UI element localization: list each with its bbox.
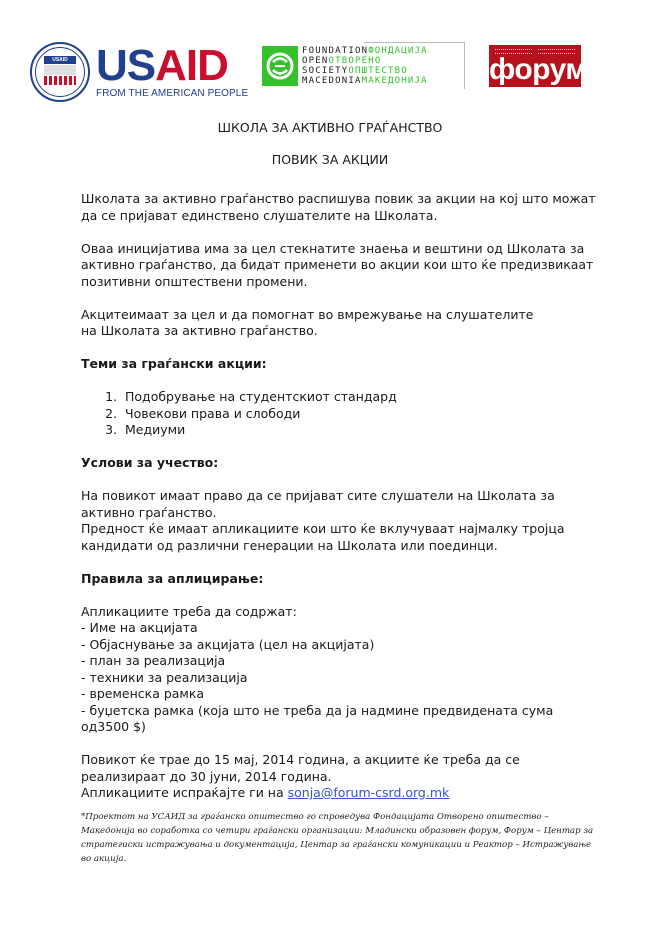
usaid-wordmark [96, 40, 249, 99]
forum-wordmark: форум [489, 53, 588, 86]
usaid-aid: AID [155, 40, 228, 90]
open-society-logo [262, 46, 428, 86]
osf-mk-1: ФОНДАЦИЈА [368, 46, 428, 56]
conditions-paragraph-2: Предност ќе имаат апликациите кои што ќе вклучуваат најмалку тројца кандидати од различни генерации на Школата или поединци. [81, 521, 565, 553]
rules-item: - временска рамка [81, 686, 205, 701]
forum-logo [489, 45, 588, 87]
send-label: Апликациите испраќајте ги на [81, 785, 288, 800]
intro-paragraph-3a: Акцитеимаат за цел и да помогнат во вмрежување на слушателите [81, 306, 534, 322]
topic-item: 3. Медиуми [121, 422, 601, 439]
osf-mk-2: ОТВОРЕНО [328, 56, 382, 66]
open-society-emblem-icon [262, 46, 298, 86]
rules-intro: Апликациите треба да содржат: [81, 603, 297, 619]
topic-item: 1. Подобрување на студентскиот стандард [121, 389, 601, 406]
open-society-text [302, 46, 428, 86]
intro-paragraph-1: Школата за активно граѓанство распишува повик за акции на кој што можат да се пријават единствено слушателите на Школата. [81, 191, 596, 223]
document-subtitle: ПОВИК ЗА АКЦИИ [271, 152, 389, 167]
intro-paragraph-2: Оваа иницијатива има за цел стекнатите знаења и вештини од Школата за активно граѓанство, да бидат применети во акции кои што ќе предизвикаат позитивни општествени промени. [81, 240, 594, 289]
usaid-tagline: FROM THE AMERICAN PEOPLE [96, 87, 249, 99]
handshake-icon [44, 65, 76, 75]
logo-bar [0, 38, 660, 108]
osf-en-4: MACEDONIA [302, 76, 362, 86]
rules-item: - буџетска рамка (која што не треба да ја надмине предвидената сума од3500 $) [81, 702, 554, 734]
osf-mk-4: МАКЕДОНИЈА [361, 76, 428, 86]
conditions-paragraph-1: На повикот имаат право да се пријават сите слушатели на Школата за активно граѓанство. [81, 488, 555, 520]
usaid-logo [30, 42, 248, 102]
conditions-heading: Услови за учество: [81, 455, 219, 470]
osf-en-1: FOUNDATION [302, 46, 369, 56]
deadline-paragraph: Повикот ќе трае до 15 мај, 2014 година, а акциите ќе треба да се реализираат до 30 јуни, 2014 година. [81, 752, 520, 784]
email-link[interactable]: sonja@forum-csrd.org.mk [287, 785, 450, 800]
rules-item: - Име на акцијата [81, 620, 198, 635]
intro-paragraph-3b: на Школата за активно граѓанство. [81, 323, 318, 338]
osf-mk-3: ОПШТЕСТВО [348, 66, 408, 76]
usaid-seal-icon [30, 42, 90, 102]
document-body [81, 191, 601, 802]
topics-list [81, 389, 601, 439]
rules-item: - техники за реализација [81, 669, 248, 685]
document-title: ШКОЛА ЗА АКТИВНО ГРАЃАНСТВО [217, 120, 443, 135]
usaid-seal-label: USAID [44, 56, 76, 64]
topic-item: 2. Човекови права и слободи [121, 406, 601, 423]
rules-item: - план за реализација [81, 653, 226, 668]
osf-en-2: OPEN [302, 56, 329, 66]
send-line [81, 785, 601, 802]
rules-item: - Објаснување за акцијата (цел на акцијата) [81, 636, 375, 652]
rules-heading: Правила за аплицирање: [81, 570, 264, 586]
topics-heading: Теми за граѓански акции: [81, 356, 267, 371]
usaid-us: US [96, 40, 156, 90]
osf-en-3: SOCIETY [302, 66, 349, 76]
stripes-icon [44, 76, 76, 85]
footnote: *Проектот на УСАИД за граѓанско општество го спроведува Фондацијата Отворено општество – Македонија во соработка со четири граѓански организации: Младински образовен форум, Форум – Центар за стратегиски истражувања и документација, Центар за граѓански комуникации и Реактор – Истражување во акција. [81, 812, 594, 864]
